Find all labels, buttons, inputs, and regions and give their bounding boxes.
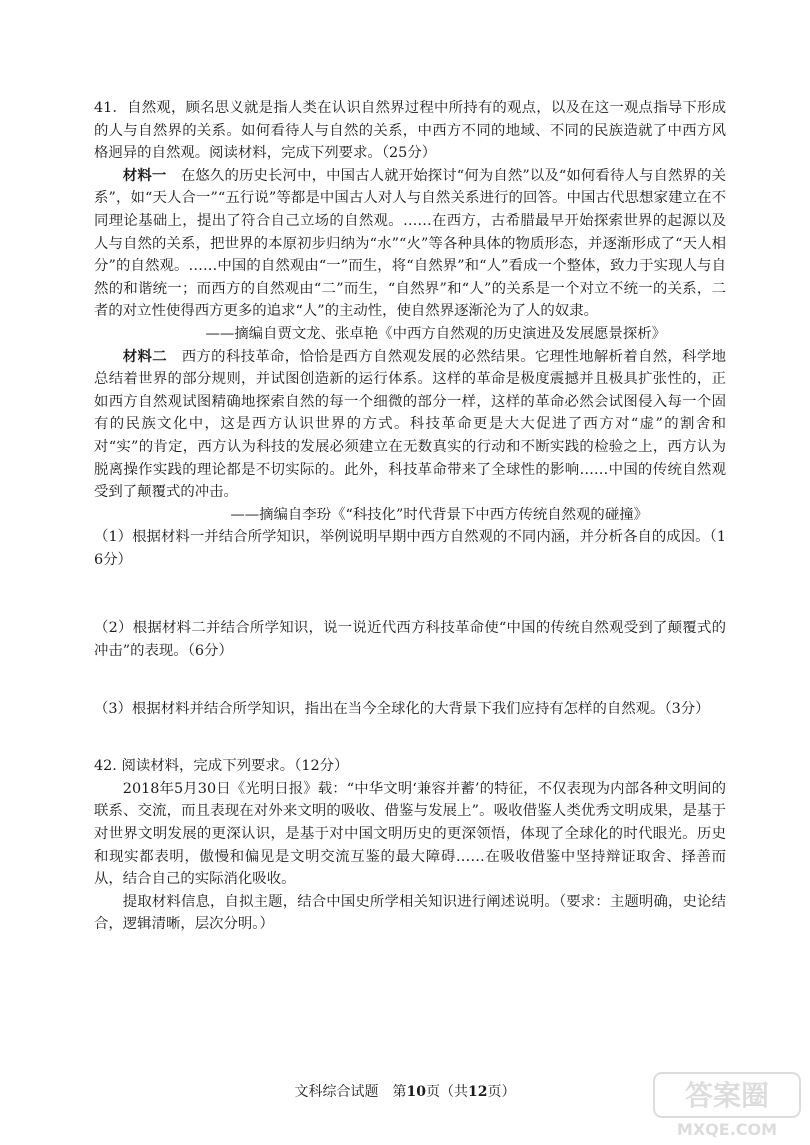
q42-material: 2018年5月30日《光明日报》载：“中华文明‘兼容并蓄’的特征，不仅表现为内部各种文明间的联系、交流，而且表现在对外来文明的吸收、借鉴与发展上”。吸收借鉴人类优秀文明成果，是基于对世界文明发展的更深认识，是基于对中国文明历史的更深领悟，体现了全球化的时代眼光。历史和现实都表明，傲慢和偏见是文明交流互鉴的最大障碍……在吸收借鉴中坚持辩证取舍、择善而从，结合自己的实际消化吸收。 [94, 780, 726, 888]
footer-total-pages: 12 [468, 1084, 488, 1100]
q42-intro: 42. 阅读材料，完成下列要求。（12分） [94, 758, 349, 775]
watermark-logo [652, 1069, 802, 1139]
q41-sub-question-3: （3）根据材料并结合所学知识，指出在当今全球化的大背景下我们应持有怎样的自然观。（3分） [94, 700, 710, 717]
watermark-text-1: 答案圈 [684, 1079, 770, 1112]
material-1-source: ——摘编自贾文龙、张卓艳《中西方自然观的历史演进及发展愿景探析》 [205, 325, 666, 342]
material-2-text: 西方的科技革命，恰恰是西方自然观发展的必然结果。它理性地解析着自然，科学地总结着世界的部分规则，并试图创造新的运行体系。这样的革命是极度震撼并且极具扩张性的，正如西方自然观试图精确地探索自然的每一个细微的部分一样，这样的革命必然会试图侵入每一个固有的民族文化中，这是西方认识世界的方式。科技革命更是大大促进了西方对“虚”的割舍和对“实”的肯定，西方认为科技的发展必须建立在无数真实的行动和不断实践的检验之上，西方认为脱离操作实践的理论都是不切实际的。此外，科技革命带来了全球性的影响……中国的传统自然观受到了颠覆式的冲击。 [94, 348, 726, 501]
answer-space-2 [94, 663, 726, 698]
q42-task: 提取材料信息，自拟主题，结合中国史所学相关知识进行阐述说明。（要求：主题明确，史论结合，逻辑清晰，层次分明。） [94, 893, 726, 933]
footer-prefix: 文科综合试题 第 [294, 1084, 407, 1100]
footer-middle: 页（共 [426, 1084, 468, 1100]
q41-sub-question-1: （1）根据材料一并结合所学知识，举例说明早期中西方自然观的不同内涵，并分析各自的成因。（16分） [94, 529, 726, 568]
watermark-text-2: MXQE.COM [676, 1120, 778, 1139]
material-2-source: ——摘编自李玢《“科技化”时代背景下中西方传统自然观的碰撞》 [230, 506, 648, 523]
q41-material-2 [94, 346, 726, 504]
material-1-label: 材料一 [122, 166, 167, 184]
q41-sub-question-2: （2）根据材料二并结合所学知识，说一说近代西方科技革命使“中国的传统自然观受到了颠覆式的冲击”的表现。（6分） [94, 620, 726, 660]
footer-suffix: 页） [487, 1084, 516, 1100]
material-1-text: 在悠久的历史长河中，中国古人就开始探讨“何为自然”以及“如何看待人与自然界的关系”，如“天人合一”“五行说”等都是中国古人对人与自然关系进行的回答。中国古代思想家建立在不同理论基础上，提出了符合自己立场的自然观。……在西方，古希腊最早开始探索世界的起源以及人与自然的关系，把世界的本原初步归纳为“水”“火”等各种具体的物质形态，并逐渐形成了“天人相分”的自然观。……中国的自然观由“一”而生，将“自然界”和“人”看成一个整体，致力于实现人与自然的和谐统一；而西方的自然观由“二”而生，“自然界”和“人”的关系是一个对立不统一的关系，二者的对立性使得西方更多的追求“人”的主动性，使自然界逐渐沦为了人的奴隶。 [94, 167, 726, 320]
q41-material-1 [94, 165, 726, 323]
page-content [94, 97, 726, 936]
answer-space-1 [94, 571, 726, 617]
material-2-label: 材料二 [122, 347, 167, 365]
footer-page-number: 10 [406, 1084, 426, 1100]
answer-space-3 [94, 720, 726, 755]
q41-intro: 41．自然观，顾名思义就是指人类在认识自然界过程中所持有的观点，以及在这一观点指导下形成的人与自然界的关系。如何看待人与自然的关系，中西方不同的地域、不同的民族造就了中西方风格迥异的自然观。阅读材料，完成下列要求。（25分） [94, 100, 726, 162]
page-footer [0, 1081, 810, 1101]
